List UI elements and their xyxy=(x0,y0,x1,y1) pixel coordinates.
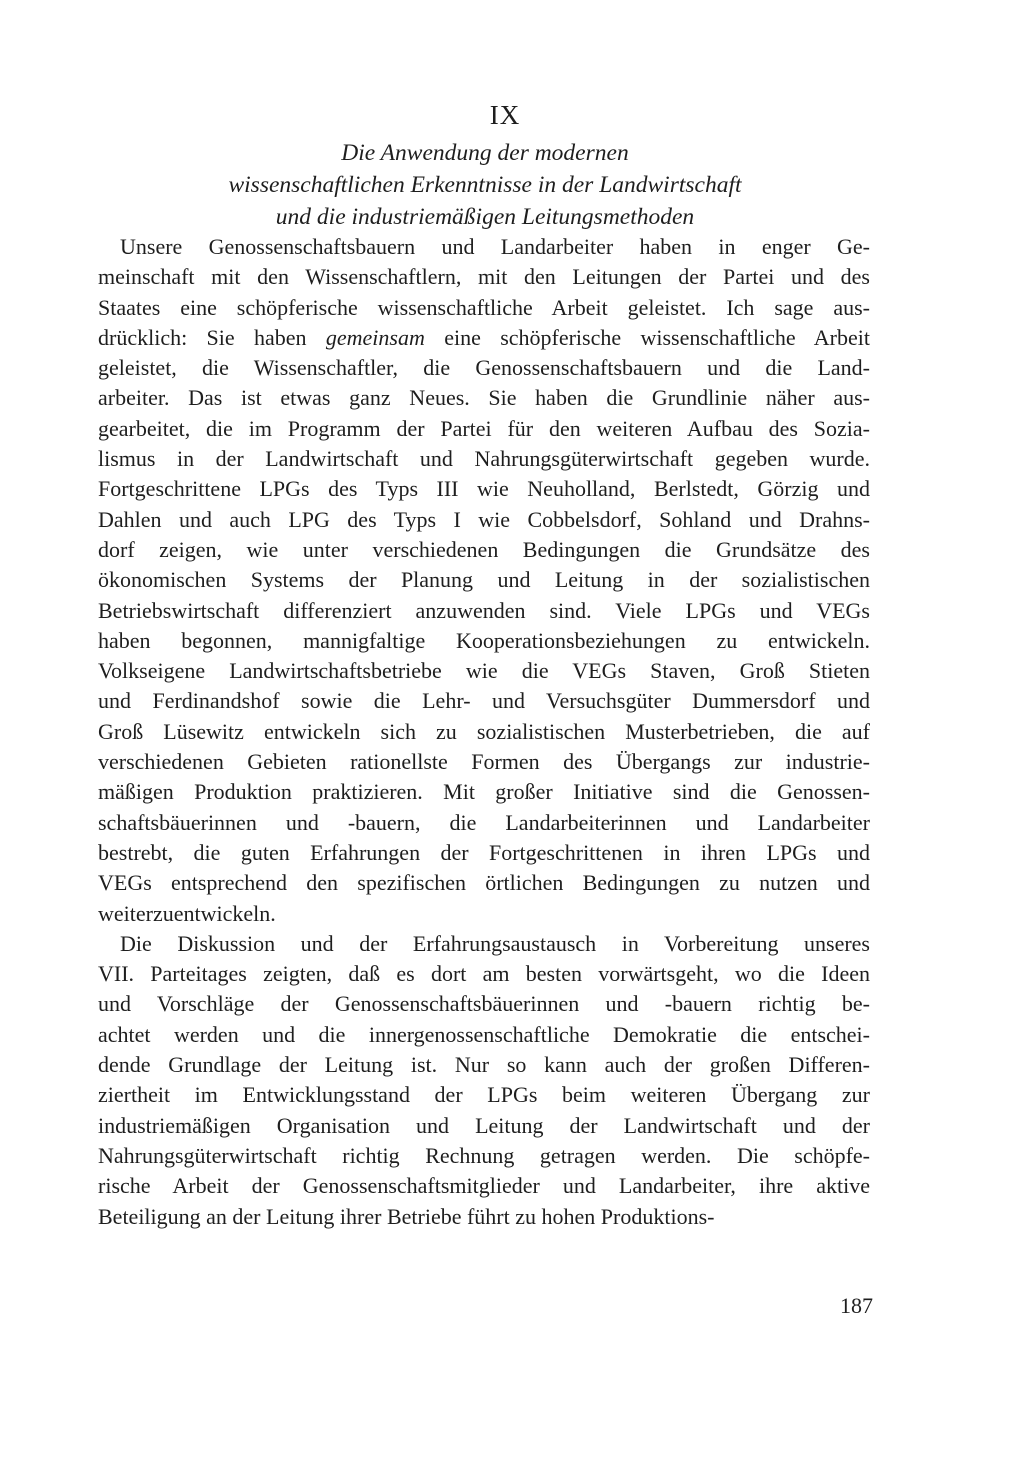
text-line: meinschaft mit den Wissenschaftlern, mit den Leitungen der Partei und des xyxy=(98,264,870,290)
chapter-title xyxy=(0,137,970,233)
paragraph xyxy=(98,232,870,929)
text-line: und Ferdinandshof sowie die Lehr- und Versuchsgüter Dummersdorf und xyxy=(98,688,870,714)
text-line: Die Diskussion und der Erfahrungsaustausch in Vorbereitung unseres xyxy=(120,930,870,956)
text-line: und Vorschläge der Genossenschaftsbäuerinnen und -bauern richtig be- xyxy=(98,991,870,1017)
text-line: Betriebswirtschaft differenziert anzuwenden sind. Viele LPGs und VEGs xyxy=(98,597,870,623)
text-line: lismus in der Landwirtschaft und Nahrungsgüterwirtschaft gegeben wurde. xyxy=(98,446,870,472)
text-line: geleistet, die Wissenschaftler, die Genossenschaftsbauern und die Land- xyxy=(98,355,870,381)
text-line: ökonomischen Systems der Planung und Leitung in der sozialistischen xyxy=(98,567,870,593)
text-line: Volkseigene Landwirtschaftsbetriebe wie die VEGs Staven, Groß Stieten xyxy=(98,658,870,684)
text-line: dende Grundlage der Leitung ist. Nur so kann auch der großen Differen- xyxy=(98,1052,870,1078)
text-line: mäßigen Produktion praktizieren. Mit großer Initiative sind die Genossen- xyxy=(98,779,870,805)
text-line: Dahlen und auch LPG des Typs I wie Cobbelsdorf, Sohland und Drahns- xyxy=(98,506,870,532)
text-line: dorf zeigen, wie unter verschiedenen Bedingungen die Grundsätze des xyxy=(98,536,870,562)
text-line: verschiedenen Gebieten rationellste Formen des Übergangs zur industrie- xyxy=(98,749,870,775)
text-line: Beteiligung an der Leitung ihrer Betriebe führt zu hohen Produktions- xyxy=(98,1203,715,1229)
chapter-title-line: Die Anwendung der modernen xyxy=(341,140,629,166)
body-text xyxy=(98,232,870,1232)
text-line: ziertheit im Entwicklungsstand der LPGs beim weiteren Übergang zur xyxy=(98,1082,870,1108)
text-line: drücklich: Sie haben gemeinsam eine schöpferische wissenschaftliche Arbeit xyxy=(98,324,870,350)
text-line: industriemäßigen Organisation und Leitung der Landwirtschaft und der xyxy=(98,1112,870,1138)
text-line: arbeiter. Das ist etwas ganz Neues. Sie haben die Grundlinie näher aus- xyxy=(98,385,870,411)
text-line: VEGs entsprechend den spezifischen örtlichen Bedingungen zu nutzen und xyxy=(98,870,870,896)
text-line: rische Arbeit der Genossenschaftsmitglieder und Landarbeiter, ihre aktive xyxy=(98,1173,870,1199)
chapter-title-line: und die industriemäßigen Leitungsmethoden xyxy=(275,204,695,230)
text-line: achtet werden und die innergenossenschaftliche Demokratie die entschei- xyxy=(98,1021,870,1047)
paragraph xyxy=(98,929,870,1232)
text-line: haben begonnen, mannigfaltige Kooperationsbeziehungen zu entwickeln. xyxy=(98,627,870,653)
text-line: Fortgeschrittene LPGs des Typs III wie Neuholland, Berlstedt, Görzig und xyxy=(98,476,870,502)
text-line: gearbeitet, die im Programm der Partei für den weiteren Aufbau des Sozia- xyxy=(98,415,870,441)
text-line: Nahrungsgüterwirtschaft richtig Rechnung getragen werden. Die schöpfe- xyxy=(98,1142,870,1168)
emphasis: gemeinsam xyxy=(325,324,425,350)
text-line: weiterzuentwickeln. xyxy=(98,900,276,926)
text-line: Groß Lüsewitz entwickeln sich zu sozialistischen Musterbetrieben, die auf xyxy=(98,718,870,744)
chapter-title-line: wissenschaftlichen Erkenntnisse in der Landwirtschaft xyxy=(228,172,742,198)
page-number: 187 xyxy=(840,1293,873,1318)
text-line: schaftsbäuerinnen und -bauern, die Landarbeiterinnen und Landarbeiter xyxy=(98,809,870,835)
text-line: bestrebt, die guten Erfahrungen der Fortgeschrittenen in ihren LPGs und xyxy=(98,839,870,865)
text-line: Unsere Genossenschaftsbauern und Landarbeiter haben in enger Ge- xyxy=(120,234,870,259)
text-line: Staates eine schöpferische wissenschaftliche Arbeit geleistet. Ich sage aus- xyxy=(98,294,870,320)
chapter-number: IX xyxy=(489,100,521,130)
text-line: VII. Parteitages zeigten, daß es dort am besten vorwärtsgeht, wo die Ideen xyxy=(98,961,870,987)
